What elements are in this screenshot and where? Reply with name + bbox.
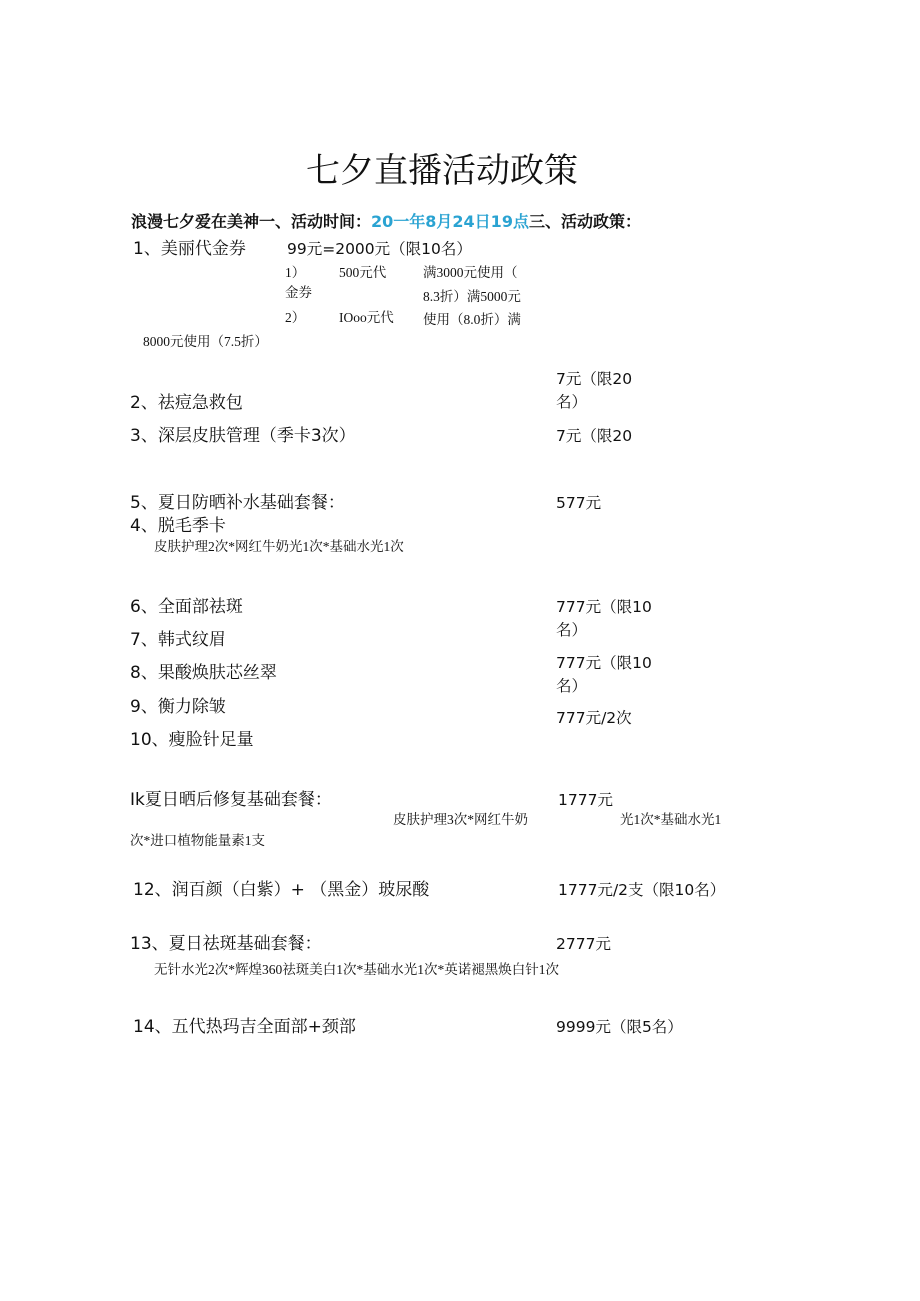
intro-date: 20一年8月24日19点 bbox=[371, 212, 529, 231]
item-4-label: 4、脱毛季卡 bbox=[130, 516, 226, 536]
item-1-sub2-number: 2） bbox=[285, 310, 306, 325]
item-13-detail: 无针水光2次*辉煌360祛斑美白1次*基础水光1次*英诺褪黑焕白针1次 bbox=[154, 962, 559, 977]
item-1-price: 99元=2000元（限10名） bbox=[287, 240, 472, 258]
item-3-label: 3、深层皮肤管理（季卡3次） bbox=[130, 426, 356, 446]
item-1-sub1-number: 1） bbox=[285, 265, 306, 280]
item-8-price-line-1: 777元（限10 bbox=[556, 654, 652, 672]
intro-line bbox=[131, 212, 641, 232]
item-14-price: 9999元（限5名） bbox=[556, 1018, 683, 1036]
item-6-label: 6、全面部祛斑 bbox=[130, 597, 243, 617]
item-11-price: 1777元 bbox=[558, 791, 613, 809]
item-11-detail-part-c: 次*进口植物能量素1支 bbox=[130, 833, 265, 848]
item-11-detail-part-a: 皮肤护理3次*网红牛奶 bbox=[393, 812, 528, 827]
item-5-label: 5、夏日防晒补水基础套餐： bbox=[130, 493, 345, 513]
item-1-sub2-text: IOoo元代 bbox=[339, 310, 394, 325]
item-9-label: 9、衡力除皱 bbox=[130, 697, 226, 717]
item-1-sub1-wrap: 金券 bbox=[285, 285, 312, 300]
item-9-price: 777元/2次 bbox=[556, 709, 632, 727]
item-5-price: 577元 bbox=[556, 494, 602, 512]
item-12-label: 12、润百颜（白紫）+ （黑金）玻尿酸 bbox=[133, 880, 430, 900]
item-4-detail: 皮肤护理2次*网红牛奶光1次*基础水光1次 bbox=[154, 539, 404, 554]
item-2-price-line-1: 7元（限20 bbox=[556, 370, 633, 388]
item-11-label: Ik夏日晒后修复基础套餐： bbox=[130, 790, 332, 810]
item-10-label: 10、瘦脸针足量 bbox=[130, 730, 254, 750]
item-14-label: 14、五代热玛吉全面部+颈部 bbox=[133, 1017, 356, 1037]
item-2-label: 2、祛痘急救包 bbox=[130, 393, 243, 413]
item-3-price-line-1: 7元（限20 bbox=[556, 427, 633, 445]
item-6-price-line-1: 777元（限10 bbox=[556, 598, 652, 616]
item-1-label: 1、美丽代金券 bbox=[133, 239, 246, 259]
intro-activity-time: 浪漫七夕爱在美神一、活动时间： bbox=[131, 212, 372, 231]
item-12-price: 1777元/2支（限10名） bbox=[558, 881, 726, 899]
item-13-label: 13、夏日祛斑基础套餐： bbox=[130, 934, 322, 954]
item-1-tail: 8000元使用（7.5折） bbox=[143, 334, 268, 349]
page-title: 七夕直播活动政策 bbox=[306, 151, 578, 191]
item-13-price: 2777元 bbox=[556, 935, 611, 953]
item-2-price-line-2: 名） bbox=[556, 393, 588, 411]
item-1-condition-line-3: 使用（8.0折）满 bbox=[423, 312, 521, 327]
item-1-condition-line-2: 8.3折）满5000元 bbox=[423, 289, 521, 304]
item-8-price-line-2: 名） bbox=[556, 677, 588, 695]
item-8-label: 8、果酸焕肤芯丝翠 bbox=[130, 663, 277, 683]
item-1-condition-line-1: 满3000元使用（ bbox=[423, 265, 518, 280]
item-1-sub1-text: 500元代 bbox=[339, 265, 387, 280]
item-11-detail-part-b: 光1次*基础水光1 bbox=[620, 812, 722, 827]
item-6-price-line-2: 名） bbox=[556, 621, 588, 639]
intro-policy-heading: 三、活动政策： bbox=[528, 212, 641, 231]
item-7-label: 7、韩式纹眉 bbox=[130, 630, 226, 650]
